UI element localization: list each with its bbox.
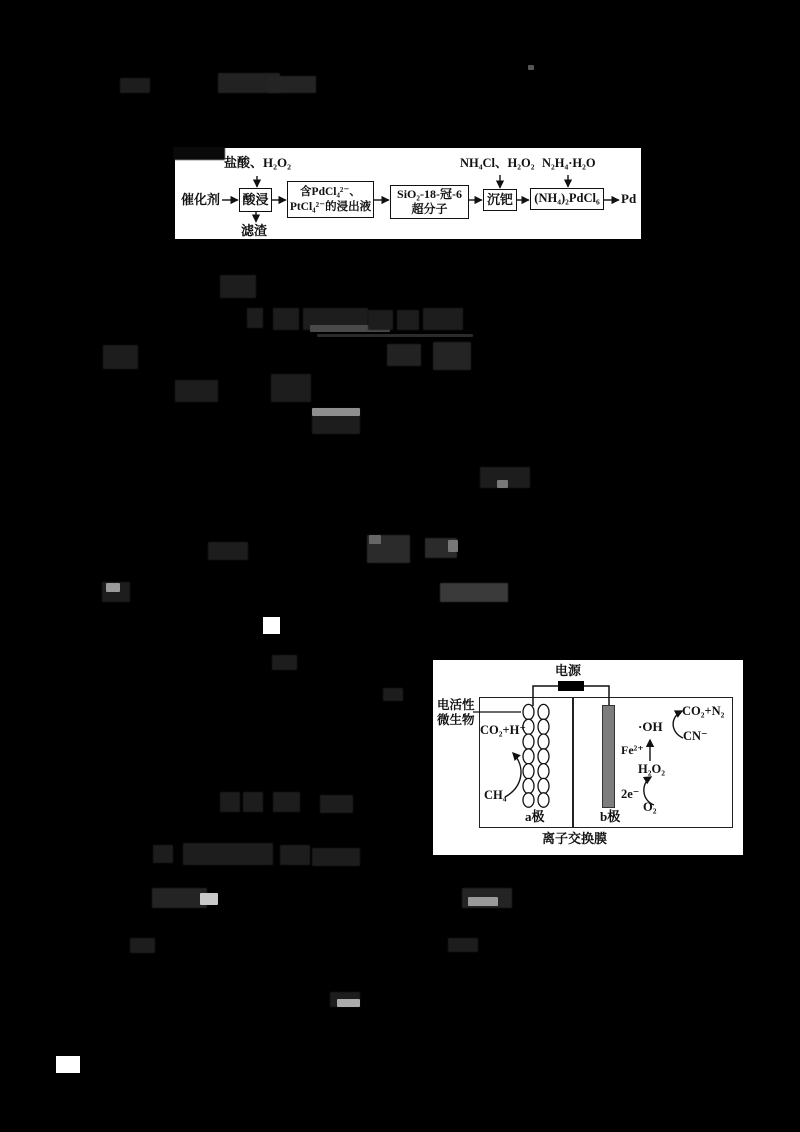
redacted-text-fragment <box>175 380 218 402</box>
redacted-text-fragment <box>448 938 478 952</box>
flowchart-product-pd: Pd <box>621 191 637 206</box>
anode-ch4-label: CH₄ <box>484 788 507 802</box>
white-redaction-block <box>263 617 280 634</box>
leachate-line2: PtCl₄²⁻的浸出液 <box>289 200 372 213</box>
hydroxyl-radical-label: ·OH <box>638 719 663 734</box>
redacted-text-fragment <box>272 655 297 670</box>
redacted-text-fragment <box>423 308 463 330</box>
redacted-light-chip <box>200 893 218 905</box>
redacted-text-fragment <box>152 888 207 908</box>
h2o2-label: H₂O₂ <box>638 762 665 776</box>
redacted-light-chip <box>468 897 498 906</box>
redacted-text-fragment <box>440 583 508 602</box>
redacted-text-fragment <box>220 275 256 298</box>
microbe-label-line1: 电活性 <box>437 698 475 712</box>
acid-leach-text: 酸浸 <box>242 191 269 207</box>
redacted-text-fragment <box>273 308 299 330</box>
redacted-gray-chip <box>448 540 458 552</box>
redacted-text-fragment <box>220 792 240 812</box>
redacted-text-fragment <box>243 792 263 812</box>
flowchart-residue-label: 滤渣 <box>241 223 268 238</box>
redacted-thin-line <box>317 334 473 337</box>
anode-co2-label: CO₂+H⁺ <box>480 723 526 737</box>
redacted-text-fragment <box>268 76 316 93</box>
anode-label: a极 <box>525 809 545 824</box>
redacted-text-fragment <box>397 310 419 330</box>
cyanide-label: CN⁻ <box>683 729 708 743</box>
redacted-text-fragment <box>273 792 300 812</box>
crown-line2: 超分子 <box>411 202 448 216</box>
flowchart-leachate-box <box>287 181 374 218</box>
flowchart-crown-ether-box <box>390 185 469 219</box>
flowchart-catalyst-label: 催化剂 <box>181 192 221 207</box>
flowchart-input-n2h4: N₂H₄·H₂O <box>542 156 596 170</box>
redacted-text-fragment <box>183 843 273 865</box>
redacted-text-fragment <box>103 345 138 369</box>
ammonium-salt-text: (NH₄)₂PdCl₆ <box>534 191 600 206</box>
redacted-text-fragment <box>387 344 421 366</box>
co2-n2-label: CO₂+N₂ <box>682 704 725 718</box>
redacted-text-fragment <box>271 374 311 402</box>
redacted-text-fragment <box>280 845 310 865</box>
cathode-bar <box>602 705 615 808</box>
precipitate-text: 沉钯 <box>486 191 513 207</box>
redacted-dot <box>528 65 534 70</box>
redacted-text-fragment <box>312 848 360 866</box>
cell-wires-and-arrows <box>433 660 743 855</box>
bead-electrode <box>523 704 549 807</box>
redacted-text-fragment <box>320 795 353 813</box>
redacted-gray-chip <box>497 480 508 488</box>
pd-recovery-flowchart-panel <box>175 148 641 239</box>
white-block <box>56 1056 80 1073</box>
flowchart-acid-leach-box <box>239 188 272 212</box>
redacted-gray-bar <box>312 408 360 416</box>
redacted-text-fragment <box>247 308 263 328</box>
redacted-light-chip <box>337 999 360 1007</box>
redacted-text-fragment <box>433 342 471 370</box>
redacted-gray-chip <box>106 583 120 592</box>
cell-power-supply-label: 电源 <box>555 663 582 678</box>
leachate-line1: 含PdCl₄²⁻、 <box>300 186 361 199</box>
flowchart-ammonium-salt-box <box>530 188 604 210</box>
iron-ion-label: Fe²⁺ <box>621 743 644 757</box>
redacted-text-fragment <box>130 938 155 953</box>
flowchart-input-nh4cl: NH₄Cl、H₂O₂ <box>460 156 535 170</box>
redacted-text-fragment <box>368 310 393 330</box>
flowchart-precipitate-box <box>483 189 517 211</box>
electrons-label: 2e⁻ <box>621 787 640 801</box>
flowchart-input-acid: 盐酸、H₂O₂ <box>224 155 292 170</box>
redacted-text-fragment <box>153 845 173 863</box>
cathode-label: b极 <box>600 809 621 824</box>
redacted-text-fragment <box>208 542 248 560</box>
redacted-gray-chip <box>369 535 381 544</box>
electrolysis-cell-panel <box>433 660 743 855</box>
redacted-text-fragment <box>120 78 150 93</box>
redacted-text-fragment <box>383 688 403 701</box>
membrane-label: 离子交换膜 <box>542 831 608 846</box>
microbe-label-line2: 微生物 <box>437 713 475 727</box>
crown-line1: SiO₂-18-冠-6 <box>397 187 462 201</box>
oxygen-label: O₂ <box>643 800 657 814</box>
